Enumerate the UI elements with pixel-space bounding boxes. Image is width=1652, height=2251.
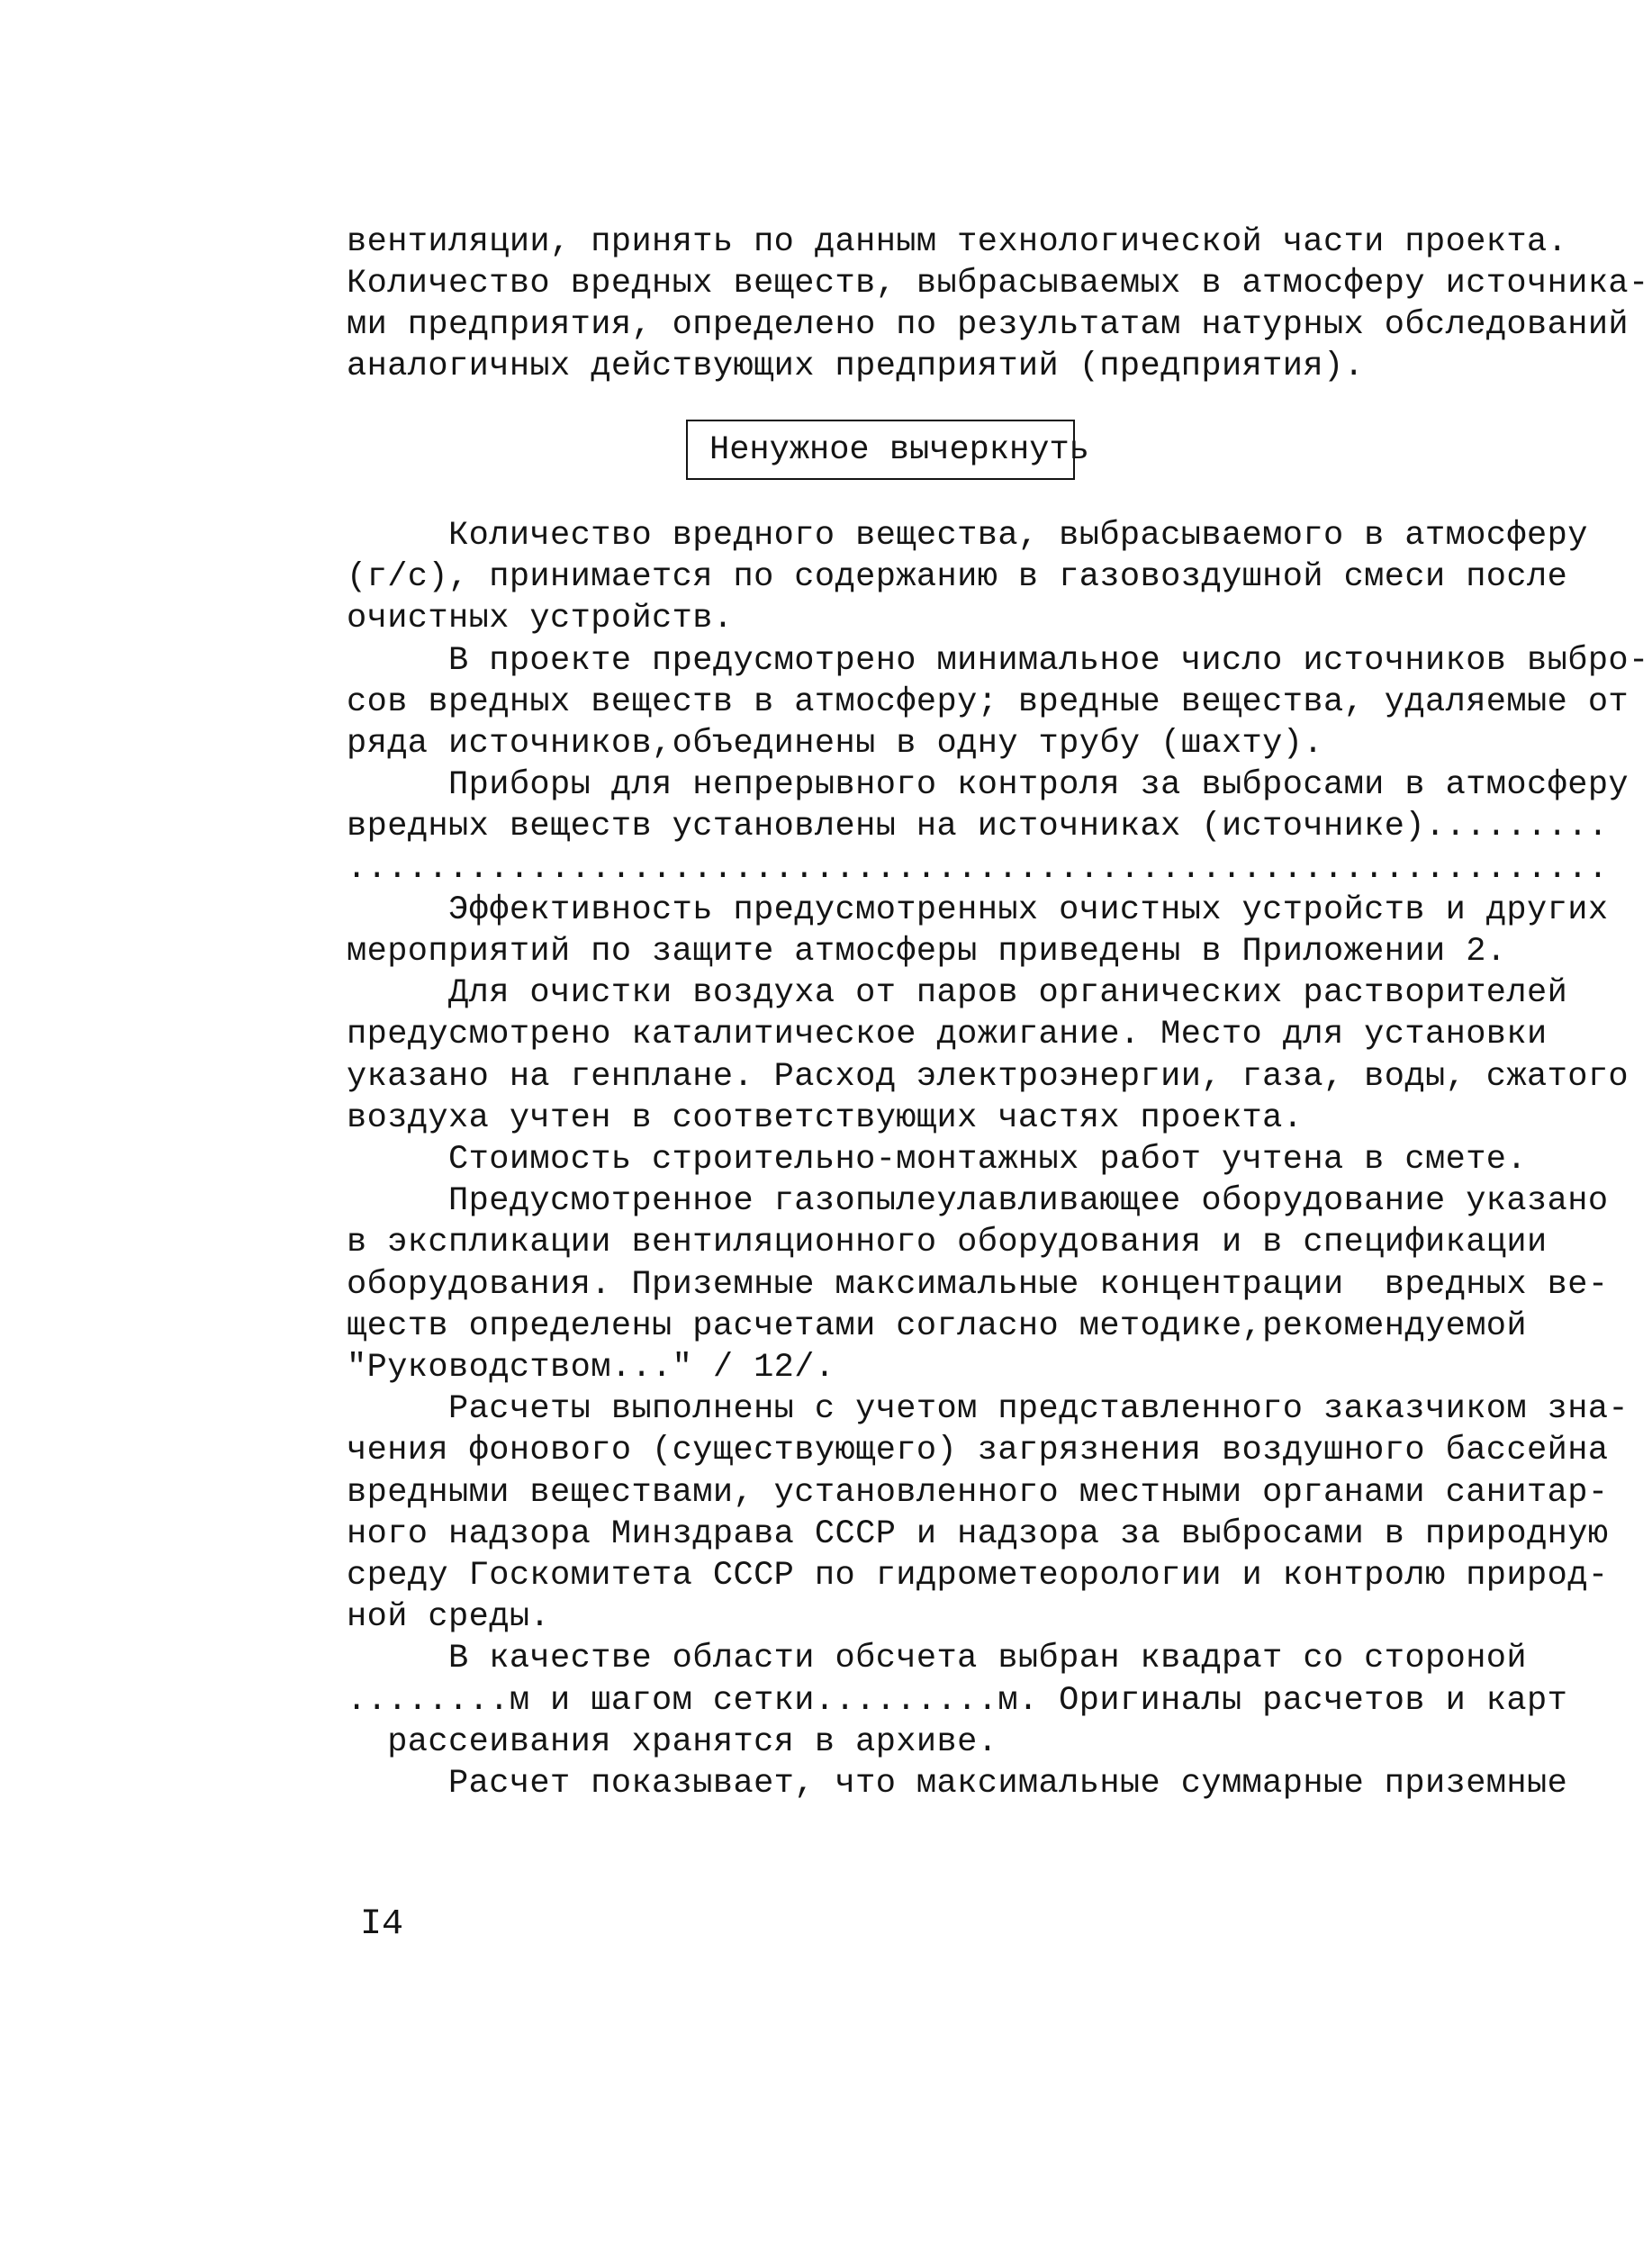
text-line: ми предприятия, определено по результатам натурных обследований: [347, 306, 1629, 344]
text-line: Количество вредного вещества, выбрасываемого в атмосферу: [347, 517, 1588, 555]
text-line: вентиляции, принять по данным технологической части проекта.: [347, 223, 1568, 261]
text-line: Эффективность предусмотренных очистных устройств и других: [347, 891, 1609, 929]
note-box-label: Ненужное вычеркнуть: [709, 431, 1089, 469]
text-line: Стоимость строительно-монтажных работ учтена в смете.: [347, 1141, 1528, 1179]
text-line: Расчет показывает, что максимальные суммарные приземные: [347, 1765, 1568, 1803]
text-line: Расчеты выполнены с учетом представленного заказчиком зна-: [347, 1390, 1629, 1428]
text-line: Приборы для непрерывного контроля за выбросами в атмосферу: [347, 766, 1629, 804]
text-line: ........м и шагом сетки.........м. Оригиналы расчетов и карт: [347, 1682, 1568, 1720]
text-line: Количество вредных веществ, выбрасываемых в атмосферу источника-: [347, 265, 1649, 303]
text-line: ного надзора Минздрава СССР и надзора за выбросами в природную: [347, 1515, 1609, 1553]
text-line: сов вредных веществ в атмосферу; вредные вещества, удаляемые от: [347, 683, 1629, 721]
text-line: ряда источников,объединены в одну трубу (шахту).: [347, 725, 1323, 763]
text-line: Для очистки воздуха от паров органических растворителей: [347, 974, 1568, 1012]
text-line: ..............................................................: [347, 850, 1609, 888]
text-line: указано на генплане. Расход электроэнергии, газа, воды, сжатого: [347, 1058, 1629, 1096]
text-line: оборудования. Приземные максимальные концентрации вредных ве-: [347, 1266, 1609, 1304]
text-line: Предусмотренное газопылеулавливающее оборудование указано: [347, 1182, 1609, 1220]
text-line: предусмотрено каталитическое дожигание. Место для установки: [347, 1016, 1548, 1053]
text-line: аналогичных действующих предприятий (предприятия).: [347, 348, 1365, 385]
text-line: чения фонового (существующего) загрязнения воздушного бассейна: [347, 1432, 1609, 1469]
text-line: "Руководством..." / 12/.: [347, 1349, 835, 1387]
page-number: I4: [360, 1904, 404, 1945]
text-line: В проекте предусмотрено минимальное число источников выбро-: [347, 642, 1649, 680]
text-line: (г/с), принимается по содержанию в газовоздушной смеси после: [347, 558, 1568, 596]
text-line: мероприятий по защите атмосферы приведены в Приложении 2.: [347, 933, 1507, 971]
text-line: ной среды.: [347, 1598, 551, 1636]
text-line: рассеивания хранятся в архиве.: [347, 1723, 998, 1761]
text-line: ществ определены расчетами согласно методике,рекомендуемой: [347, 1307, 1528, 1345]
text-line: воздуха учтен в соответствующих частях проекта.: [347, 1099, 1304, 1137]
text-line: очистных устройств.: [347, 600, 734, 637]
text-line: среду Госкомитета СССР по гидрометеорологии и контролю природ-: [347, 1557, 1609, 1595]
text-line: в экспликации вентиляционного оборудования и в спецификации: [347, 1224, 1548, 1261]
note-box: [686, 420, 1089, 480]
text-line: В качестве области обсчета выбран квадрат со стороной: [347, 1640, 1528, 1677]
text-line: вредными веществами, установленного местными органами санитар-: [347, 1474, 1609, 1512]
text-line: вредных веществ установлены на источниках (источнике).........: [347, 808, 1609, 845]
